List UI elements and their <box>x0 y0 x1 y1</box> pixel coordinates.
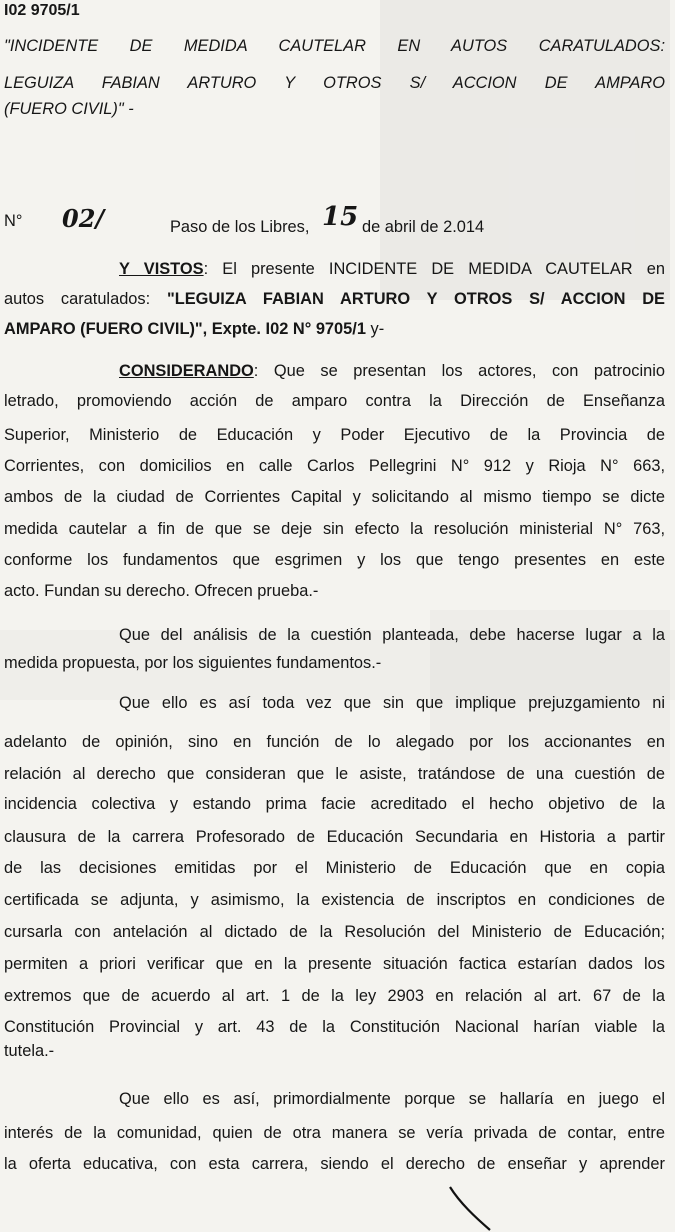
paragraph-2-line: Que del análisis de la cuestión planteada, debe hacerse lugar a la <box>119 626 665 644</box>
vistos-line-2: autos caratulados: "LEGUIZA FABIAN ARTURO Y OTROS S/ ACCION DE <box>4 290 665 308</box>
considerando-line: Superior, Ministerio de Educación y Poder Ejecutivo de la Provincia de <box>4 426 665 444</box>
considerando-line: medida cautelar a fin de que se deje sin efecto la resolución ministerial N° 763, <box>4 520 665 538</box>
considerando-line: acto. Fundan su derecho. Ofrecen prueba.- <box>4 582 319 600</box>
paragraph-3-line: adelanto de opinión, sino en función de lo alegado por los accionantes en <box>4 733 665 751</box>
paragraph-3-line: Que ello es así toda vez que sin que implique prejuzgamiento ni <box>119 694 665 712</box>
considerando-line: conforme los fundamentos que esgrimen y los que tengo presentes en este <box>4 551 665 569</box>
paragraph-3-line: clausura de la carrera Profesorado de Educación Secundaria en Historia a partir <box>4 828 665 846</box>
place-date-prefix: Paso de los Libres, <box>170 218 310 236</box>
caption-line-3: (FUERO CIVIL)" - <box>4 100 134 118</box>
paragraph-3-line: cursarla con antelación al dictado de la Resolución del Ministerio de Educación; <box>4 923 665 941</box>
caption-line-1: "INCIDENTE DE MEDIDA CAUTELAR EN AUTOS CARATULADOS: <box>4 37 665 55</box>
caption-line-2: LEGUIZA FABIAN ARTURO Y OTROS S/ ACCION DE AMPARO <box>4 74 665 92</box>
paragraph-3-line: relación al derecho que consideran que le asiste, tratándose de una cuestión de <box>4 765 665 783</box>
paragraph-2-line: medida propuesta, por los siguientes fundamentos.- <box>4 654 382 672</box>
considerando-line: Corrientes, con domicilios en calle Carlos Pellegrini N° 912 y Rioja N° 663, <box>4 457 665 475</box>
considerando-heading: CONSIDERANDO <box>119 362 254 380</box>
expediente-number: I02 9705/1 <box>4 2 80 19</box>
considerando-line: letrado, promoviendo acción de amparo contra la Dirección de Enseñanza <box>4 392 665 410</box>
paragraph-3-line: extremos que de acuerdo al art. 1 de la ley 2903 en relación al art. 67 de la <box>4 987 665 1005</box>
paragraph-4-line: Que ello es así, primordialmente porque se hallaría en juego el <box>119 1090 665 1108</box>
number-label: N° <box>4 212 23 230</box>
signature-stroke <box>420 1185 540 1232</box>
considerando-line: ambos de la ciudad de Corrientes Capital y solicitando al mismo tiempo se dicte <box>4 488 665 506</box>
paragraph-3-line: Constitución Provincial y art. 43 de la Constitución Nacional harían viable la <box>4 1018 665 1036</box>
considerando-line-1: CONSIDERANDO: Que se presentan los actores, con patrocinio <box>119 362 665 380</box>
paragraph-3-line: certificada se adjunta, y asimismo, la existencia de inscriptos en condiciones de <box>4 891 665 909</box>
paragraph-3-line: permiten a priori verificar que en la presente situación factica estarían dados los <box>4 955 665 973</box>
paragraph-3-line: de las decisiones emitidas por el Ministerio de Educación que en copia <box>4 859 665 877</box>
vistos-line-1: Y VISTOS: El presente INCIDENTE DE MEDIDA CAUTELAR en <box>119 260 665 278</box>
paragraph-3-line: tutela.- <box>4 1042 55 1060</box>
handwritten-day: 15 <box>322 202 359 232</box>
vistos-line-3: AMPARO (FUERO CIVIL)", Expte. I02 N° 9705/1 y- <box>4 320 385 338</box>
vistos-heading: Y VISTOS <box>119 260 204 278</box>
paragraph-3-line: incidencia colectiva y estando prima facie acreditado el hecho objetivo de la <box>4 795 665 813</box>
paragraph-4-line: la oferta educativa, con esta carrera, siendo el derecho de enseñar y aprender <box>4 1155 665 1173</box>
paragraph-4-line: interés de la comunidad, quien de otra manera se vería privada de contar, entre <box>4 1124 665 1142</box>
place-date-suffix: de abril de 2.014 <box>362 218 485 236</box>
handwritten-number: 02/ <box>62 204 105 233</box>
